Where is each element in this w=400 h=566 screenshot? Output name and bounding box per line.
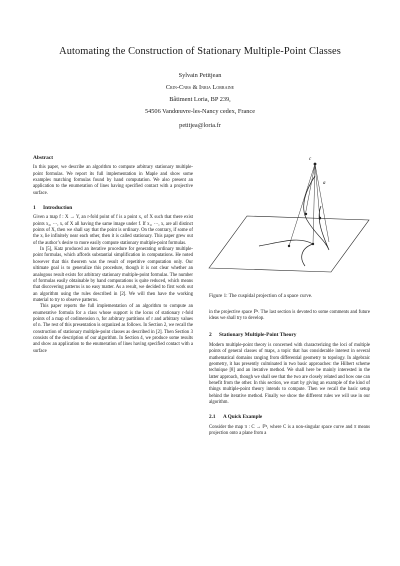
subsection-2-1-number: 2.1	[209, 414, 216, 421]
affiliation-line-1: Crin-Cnrs & Inria Lorraine	[165, 84, 235, 91]
space-curve-projection-figure	[203, 150, 373, 285]
right-column	[209, 310, 370, 438]
affiliation-line-3: 54506 Vandœuvre-les-Nancy cedex, France	[144, 108, 256, 115]
intro-paragraph-3: This paper reports the full implementation of an algorithm to compute an enumerative formula for a class whose support is the locus of stationary r-fold points of a map of codimension n, for arbitrary partitions of r and arbitrary values of n. The rest of this presentation is organized as follows. In Section 2, we recall the construction of stationary multiple-point classes as described in [2]. Then Section 3 consists of the description of our algorithm. In Section 4, we produce some results and show an application to the enumeration of lines having specified contact with a surface	[33, 304, 193, 354]
section-2-number: 2	[209, 331, 212, 338]
paper-title: Automating the Construction of Stationary Multiple-Point Classes	[59, 46, 341, 57]
section-2-text: Modern multiple-point theory is concerned with characterizing the loci of multiple points of general classes of maps, a topic that has considerable interest in several mathematical domains ranging from differential geometry to topology. In algebraic geometry, it has presently culminated in two basic approaches: the Hilbert scheme technique [8] and an iterative method. We shall here be mainly interested in the latter approach, though we shall see that the two are closely related and how one can benefit from the other. In this section, we start by giving an example of the kind of things multiple-point theory intends to compute. Then we recall the basic setup behind the iterative method. Finally we show the different rules we will use in our algorithm.	[209, 343, 370, 406]
section-2-heading	[209, 332, 370, 338]
figure-caption: Figure 1: The cuspidal projection of a space curve.	[209, 293, 313, 299]
subsection-2-1-text: Consider the map π : C → ℙ², where C is a non-singular space curve and π means projection onto a plane from a	[209, 424, 370, 437]
author-name: Sylvain Petitjean	[178, 72, 222, 79]
section-1-number: 1	[33, 205, 36, 212]
intro-paragraph-1: Given a map f : X → Y, an r-fold point of f is a point x₁ of X such that there exist points x₂, ⋯, xᵣ of X all having the same image under f. If x₁, ⋯, xᵣ are all distinct points of X, then we shall say that the point is ordinary. On the contrary, if some of the xᵢ lie infinitely near each other, then it is called stationary. This paper grew out of the author’s desire to more easily compute stationary multiple-point formulas.	[33, 215, 193, 246]
intro-paragraph-2: In [5], Katz produced an iterative procedure for generating ordinary multiple-point formulas, which affords substantial simplification in computations. He noted however that this theorem was the result of repetitive computation only. Our ultimate goal is to generalize this procedure, though it is not clear whether an analogous result exists for arbitrary stationary multiple-point formulas. The number of formulas easily obtainable by hand computations is quite reduced, which means that discovering patterns is no easy matter. As a result, we decided to first work out an algorithm using the rules described in [2]. We will then have the working material to try to observe patterns.	[33, 247, 193, 303]
projection-plane	[209, 216, 369, 272]
label-a: a	[323, 181, 326, 186]
projection-lines	[289, 164, 329, 246]
subsection-2-1-heading	[209, 414, 370, 420]
label-c: c	[309, 157, 312, 162]
author-email: petitjea@loria.fr	[179, 122, 221, 129]
projected-curve	[259, 240, 313, 266]
intro-continuation: in the projective space ℙ³. The last section is devoted to some comments and future ideas we shall try to develop.	[209, 310, 370, 322]
section-2-title: Stationary Multiple-Point Theory	[219, 331, 297, 338]
section-1-title: Introduction	[43, 205, 73, 212]
section-1-heading	[33, 205, 193, 211]
left-column	[33, 155, 193, 355]
abstract-text: In this paper, we describe an algorithm to compute arbitrary stationary multiple-point formulas. We report its full implementation in Maple and show some examples matching formulas found by hand computation. We also present an application to the enumeration of lines having specified contact with a projective surface.	[33, 165, 193, 196]
affiliation-line-2: Bâtiment Loria, BP 239,	[169, 96, 231, 103]
abstract-heading: Abstract	[33, 155, 54, 161]
subsection-2-1-title: A Quick Example	[223, 414, 263, 421]
